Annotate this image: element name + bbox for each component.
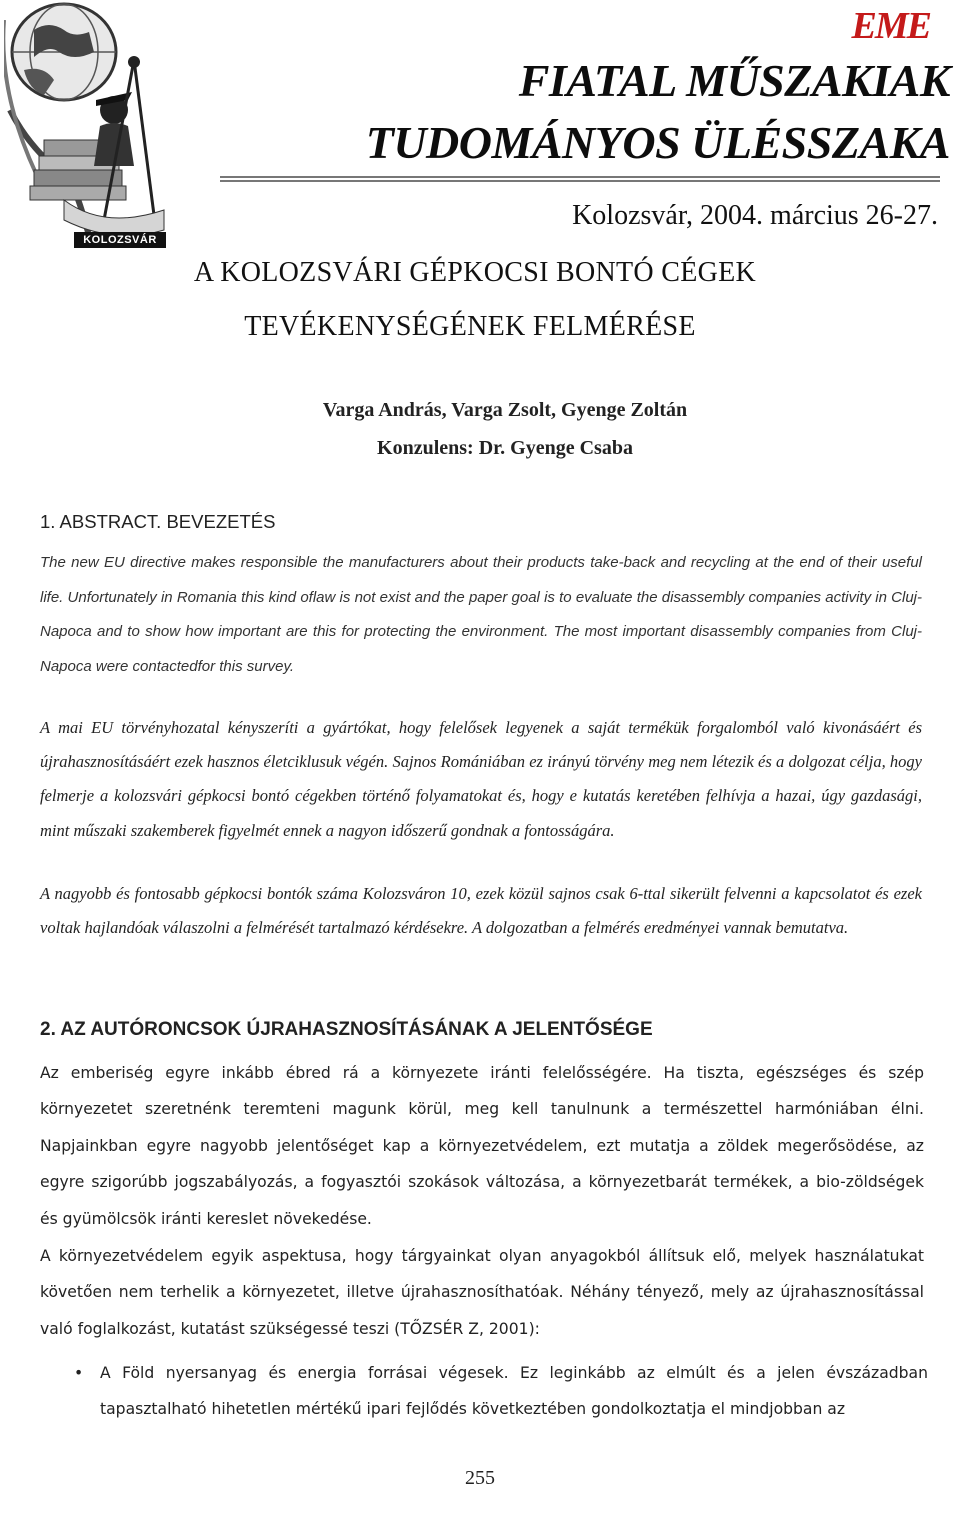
list-item: [74, 1355, 928, 1428]
abstract-text: The new EU directive makes responsible the manufacturers about their products take-back and recycling at the end of their useful life. Unfortunately in Romania this kind oflaw is not exist and the paper goal is to evaluate the disassembly companies activity in Cluj-Napoca and to show how important are this for protecting the environment. The most important disassembly companies from Cluj-Napoca were contactedfor this survey.: [40, 554, 922, 675]
section2-paragraph-1: [40, 1055, 924, 1237]
abstract-hungarian-1: [40, 711, 922, 848]
conference-title-line1: FIATAL MŰSZAKIAK: [518, 55, 950, 106]
section2-paragraph-2: [40, 1238, 924, 1347]
bullet-icon: •: [74, 1364, 84, 1382]
body-paragraph-2: A környezetvédelem egyik aspektusa, hogy tárgyainkat olyan anyagokból állítsuk elő, melyek használatukat követően nem terhelik a környezetet, illetve újrahasznosíthatóak. Néhány tényező, mely az újrahasznosítással való foglalkozást, kutatást szükségessé teszi (TŐZSÉR Z, 2001):: [40, 1247, 924, 1338]
paper-title-line1: A KOLOZSVÁRI GÉPKOCSI BONTÓ CÉGEK: [193, 257, 757, 288]
abstract-english: [40, 546, 922, 684]
hungarian-paragraph-1: A mai EU törvényhozatal kényszeríti a gyártókat, hogy felelősek legyenek a saját termékük forgalomból való kivonásáért és újrahasznosításáért ezek hasznos életciklusuk végén. Sajnos Romániában ez irányú törvény meg nem létezik és a dolgozat célja, hogy felmerje a kolozsvári gépkocsi bontó cégekben történő folyamatokat és, hogy e kutatás keretében felhívja a hazai, úgy gazdasági, mint műszaki szakemberek figyelmét ennek a nagyon időszerű gondnak a fontosságára.: [40, 718, 922, 840]
body-paragraph-1: Az emberiség egyre inkább ébred rá a környezete iránti felelősségére. Ha tiszta, egészséges és szép környezetet szeretnénk teremteni magunk körül, meg kell tanulnunk a természettel harmóniában élni. Napjainkban egyre nagyobb jelentőséget kap a környezetvédelem, ezt mutatja a zöldek megerősödése, az egyre szigorúbb jogszabályozás, a fogyasztói szokások változása, a környezetbarát termékek, a bio-zöldségek és gyümölcsök iránti kereslet növekedése.: [40, 1064, 924, 1228]
conference-logo: [4, 0, 174, 250]
hungarian-paragraph-2: A nagyobb és fontosabb gépkocsi bontók száma Kolozsváron 10, ezek közül sajnos csak 6-ttal sikerült felvenni a kapcsolatot és ezek voltak hajlandóak válaszolni a felmérését tartalmazó kérdésekre. A dolgozatban a felmérés eredményei vannak bemutatva.: [40, 884, 922, 938]
section2-heading: 2. AZ AUTÓRONCSOK ÚJRAHASZNOSÍTÁSÁNAK A JELENTŐSÉGE: [40, 1019, 653, 1040]
section1-heading: 1. ABSTRACT. BEVEZETÉS: [40, 511, 276, 532]
header-rule: [220, 176, 940, 184]
paper-title-line2: TEVÉKENYSÉGÉNEK FELMÉRÉSE: [244, 311, 696, 342]
eme-mark: EME: [851, 5, 930, 47]
abstract-hungarian-2: [40, 877, 922, 945]
paper-consultant: Konzulens: Dr. Gyenge Csaba: [377, 437, 633, 459]
globe-emblem-icon: [4, 0, 174, 250]
paper-authors: Varga András, Varga Zsolt, Gyenge Zoltán: [322, 399, 688, 421]
bullet-text: A Föld nyersanyag és energia forrásai végesek. Ez leginkább az elmúlt és a jelen évszázadban tapasztalható hihetetlen mértékű ipari fejlődés következtében gondolkoztatja el mindjobban az: [100, 1364, 928, 1419]
logo-label: KOLOZSVÁR: [74, 232, 166, 248]
conference-date: Kolozsvár, 2004. március 26-27.: [572, 200, 938, 231]
conference-title-line2: TUDOMÁNYOS ÜLÉSSZAKA: [365, 117, 950, 168]
page-number: 255: [465, 1467, 495, 1489]
